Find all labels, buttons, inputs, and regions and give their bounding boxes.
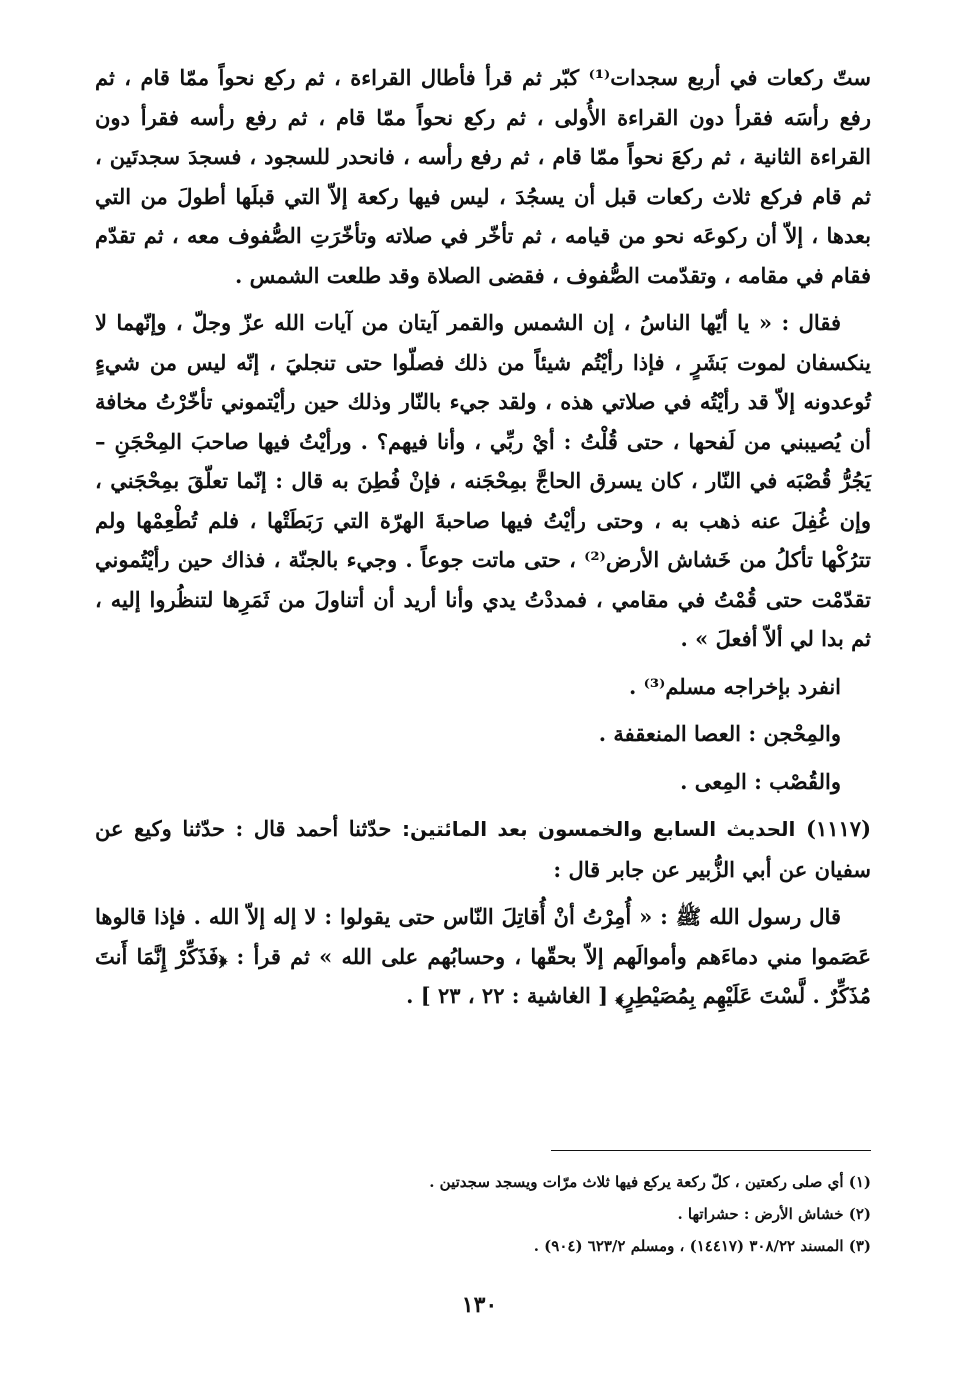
paragraph-3: انفرد بإخراجه مسلم⁽³⁾ . bbox=[628, 673, 841, 699]
footnote-2: (٢) خشاش الأرض : حشراتها . bbox=[677, 1205, 871, 1223]
isnad-text: حدّثنا أحمد قال : حدّثنا وكيع عن سفيان عن أبي الزُّبير عن جابر قال : bbox=[95, 816, 871, 882]
footnote-3: (٣) المسند ٣٠٨/٢٢ (١٤٤١٧) ، ومسلم ٦٢٣/٢ (٩٠٤) . bbox=[533, 1237, 871, 1255]
footnote-1: (١) أي صلى ركعتين ، كلّ ركعة يركع فيها ثلاث مرّات ويسجد سجدتين . bbox=[429, 1173, 871, 1191]
paragraph-1: ستّ ركعات في أربع سجدات⁽¹⁾ كبّر ثم قرأ فأطال القراءة ، ثم ركع نحواً ممّا قام ، ثم رفع رأسَه فقرأ دون القراءة الأُولى ، ثم ركع نحواً ممّا قام ، ثم رفع رأسه فقرأ دون القراءة الثانية ، ثم ركعَ نحواً ممّا قام ، ثم رفع رأسه ، فانحدر للسجود ، فسجدَ سجدتَين ، ثم قام فركع ثلاث ركعات قبل أن يسجُدَ ، ليس فيها ركعة إلاّ التي قبلَها أطولَ من التي بعدها ، إلاّ أن ركوعَه نحو من قيامه ، ثم تأخّر في صلاته وتأخّرَتِ الصُّفوف معه ، ثم تقدّم فقام في مقامه ، وتقدّمت الصُّفوف ، فقضى الصلاة وقد طلعت الشمس . bbox=[95, 65, 871, 288]
page-number: ١٣٠ bbox=[461, 1292, 498, 1318]
paragraph-7: قال رسول الله ﷺ : « أُمِرْتُ أنْ أُقاتِلَ النّاس حتى يقولوا : لا إله إلاّ الله . فإذا قالوها عَصَموا مني دماءَهم وأموالَهم إلاّ بحقّها ، وحسابُهم على الله » ثم قرأ : ﴿فَذَكِّرْ إِنَّمَا أَنتَ مُذَكِّرٌ . لَّسْتَ عَلَيْهِم بِمُصَيْطِرٍ﴾ [ الغاشية : ٢٢ ، ٢٣ ] . bbox=[95, 904, 871, 1008]
footnotes bbox=[95, 1166, 871, 1262]
hadith-title: الحديث السابع والخمسون بعد المائتين: bbox=[401, 817, 796, 841]
paragraph-5: والقُصْب : المِعى . bbox=[680, 768, 841, 794]
paragraph-4: والمِحْجن : العصا المنعقفة . bbox=[598, 721, 841, 746]
paragraph-2: فقال : « يا أيّها الناسُ ، إن الشمس والقمر آيتان من آيات الله عزّ وجلّ ، وإنّهما لا ينكسفان لموت بَشَرٍ ، فإذا رأيْتُم شيئاً من ذلك فصلّوا حتى تنجليَ ، إنّه ليس من شيءٍ تُوعدونه إلاّ قد رأيْتُه في صلاتي هذه ، ولقد جيء بالنّار وذلك حين رأيْتموني تأخّرْتُ مخافة أن يُصيبني من لَفحها ، حتى قُلْتُ : أيْ ربِّي ، وأنا فيهم؟ . ورأيْتُ فيها صاحبَ المِحْجَنِ – يَجُرُّ قُصْبَه في النّار ، كان يسرق الحاجَّ بمِحْجَنه ، فإنْ فُطِنَ به قال : إنّما تعلّقَ بمِحْجَني ، وإن غُفِلَ عنه ذهب به ، وحتى رأيْتُ فيها صاحبةَ الهرّة التي رَبَطَتْها ، فلم تُطْعِمْها ولم تترُكْها تأكلُ من خَشاش الأرض⁽²⁾ ، حتى ماتت جوعاً . وجيء بالجنّة ، فذاك حين رأيْتُموني تقدّمْت حتى قُمْتُ في مقامي ، فمددْتُ يدي وأنا أريد أن أتناولَ من ثَمَرِها لتنظُروا إليه ، ثم بدا لي ألاّ أفعلَ » . bbox=[95, 310, 871, 651]
main-text bbox=[95, 58, 871, 1016]
footnote-separator bbox=[551, 1150, 871, 1151]
hadith-heading-paragraph bbox=[95, 809, 871, 889]
hadith-number: (١١١٧) bbox=[806, 816, 872, 841]
